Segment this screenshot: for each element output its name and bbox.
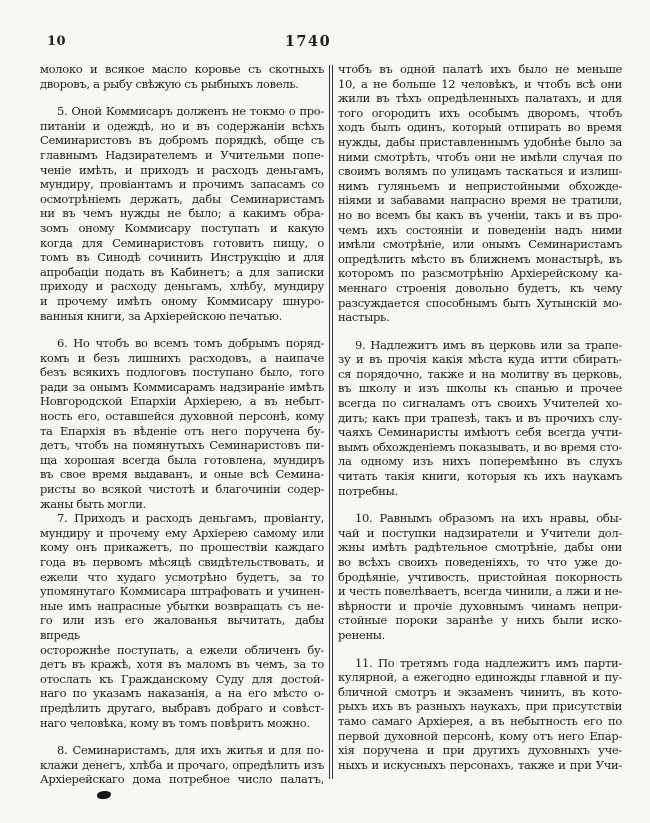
- text-line: безъ всякихъ подлоговъ поступано было, того: [40, 365, 324, 380]
- text-line: чай и поступки надзиратели и Учители дол-: [338, 525, 622, 540]
- text-line: мундиру и прочему ему Архіерею самому или: [40, 525, 324, 540]
- paragraph: [40, 62, 324, 91]
- text-line: жаны быть могли.: [40, 496, 146, 511]
- text-line: 10, а не больше 12 человѣкъ, и чтобъ всѣ они: [338, 76, 622, 91]
- text-line: предѣлить другаго, выбравъ добраго и совѣст-: [40, 700, 324, 715]
- text-line: 10. Равнымъ образомъ на ихъ нравы, обы-: [355, 511, 622, 526]
- text-line: когда для Семинаристовъ готовить пищу, о: [40, 235, 324, 250]
- text-line: но во всемъ бы какъ въ ученіи, такъ и въ про-: [338, 207, 622, 222]
- text-line: нимъ гуляньемъ и непристойными обхожде-: [338, 178, 622, 193]
- text-line: ща хорошая всегда была готовлена, мундиръ: [40, 452, 324, 467]
- text-line: комъ и безъ лишнихъ расходовъ, а наипаче: [40, 350, 324, 365]
- text-line: имѣли смотрѣніе, или онымъ Семинаристамъ: [338, 237, 622, 252]
- text-line: чемъ ихъ состояніи и поведеніи надъ ними: [338, 222, 622, 237]
- text-line: своимъ волямъ по улицамъ таскаться и излиш-: [338, 164, 622, 179]
- text-line: 9. Надлежитъ имъ въ церковь или за трапе-: [355, 337, 622, 352]
- text-line: разсуждается способнымъ быть Хутынскій мо-: [338, 295, 622, 310]
- text-line: осмотрѣніемъ держать, дабы Семинаристамъ: [40, 191, 324, 206]
- text-line: детъ, чтобъ на помянутыхъ Семинаристовъ пи-: [40, 438, 324, 453]
- text-line: ванныя книги, за Архіерейскою печатью.: [40, 308, 282, 323]
- text-line: дить; какъ при трапезѣ, такъ и въ прочихъ слу-: [338, 410, 622, 425]
- text-line: ные имъ напрасные убытки возвращать съ не-: [40, 598, 324, 613]
- text-line: ніями и забавами напрасно время не тратили,: [338, 193, 622, 208]
- text-line: детъ въ кражѣ, хотя въ маломъ въ чемъ, за то: [40, 657, 324, 672]
- text-line: ренены.: [338, 627, 386, 642]
- paragraph: [338, 656, 622, 773]
- text-line: главнымъ Надзирателемъ и Учительми попе-: [40, 147, 324, 162]
- text-line: дворовъ, а рыбу свѣжую съ рыбныхъ ловель.: [40, 76, 299, 91]
- text-line: потребны.: [338, 483, 398, 498]
- text-line: 5. Оной Коммисаръ долженъ не токмо о про-: [57, 104, 324, 119]
- text-line: 11. По третямъ года надлежитъ имъ парти-: [355, 655, 622, 670]
- text-line: которомъ по разсмотрѣнію Архіерейскому ка-: [338, 266, 622, 281]
- text-line: томъ въ Синодѣ сочинить Инструкцію и для: [40, 250, 324, 265]
- text-line: меннаго строенія довольно будетъ, къ чему: [338, 280, 622, 295]
- text-columns: [40, 62, 622, 787]
- text-line: кому онъ прикажетъ, по прошествіи каждаго: [40, 540, 324, 555]
- text-line: вымъ обхожденіемъ показывать, и во время сто-: [338, 439, 622, 454]
- text-line: кулярной, а ежегодно единожды главной и пу-: [338, 670, 622, 685]
- text-line: отослать къ Гражданскому Суду для достой-: [40, 671, 324, 686]
- text-line: въ свое время выдаванъ, и оные всѣ Семина-: [40, 467, 324, 482]
- year-heading: 1740: [284, 33, 332, 50]
- paragraph: [40, 104, 324, 323]
- text-line: ними смотрѣть, чтобъ они не имѣли случая по: [338, 149, 622, 164]
- text-line: клажи денегъ, хлѣба и прочаго, опредѣлить изъ: [40, 757, 324, 772]
- paragraph: [338, 511, 622, 642]
- text-line: чаяхъ Семинаристы имѣютъ себя всегда учти-: [338, 425, 622, 440]
- text-line: первой духовной персонѣ, кому отъ него Епар-: [338, 728, 622, 743]
- text-line: ходъ былъ одинъ, который отпирать во время: [338, 120, 622, 135]
- text-line: та Епархія въ вѣденіе отъ него поручена бу-: [40, 423, 324, 438]
- text-line: жили въ тѣхъ опредѣленныхъ палатахъ, и для: [338, 91, 622, 106]
- column-divider-rule: [329, 65, 333, 779]
- text-line: ность его, оставшейся духовной персонѣ, кому: [40, 409, 324, 424]
- text-line: апробаціи подать въ Кабинетъ; а для записки: [40, 264, 324, 279]
- text-line: ла одному изъ нихъ поперемѣнно въ слухъ: [338, 454, 622, 469]
- text-line: настырь.: [338, 310, 390, 325]
- paragraph: [40, 511, 324, 730]
- text-line: 7. Приходъ и расходъ деньгамъ, провіанту,: [57, 511, 324, 526]
- text-line: 6. Но чтобъ во всемъ томъ добрымъ поряд-: [57, 336, 324, 351]
- text-line: во всѣхъ своихъ поведеніяхъ, то что уже до-: [338, 555, 622, 569]
- text-line: зомъ оному Коммисару поступать и какую: [40, 220, 324, 235]
- page-number: 10: [47, 34, 67, 49]
- text-line: ся порядочно, также и на молитву въ церковь,: [338, 366, 622, 381]
- text-line: читать такія книги, которыя къ ихъ наукамъ: [338, 469, 622, 484]
- text-line: ни въ чемъ нужды не было; а какимъ обра-: [40, 206, 324, 221]
- text-line: жны имѣть радѣтельное смотрѣніе, дабы они: [338, 540, 622, 555]
- text-line: чтобъ въ одной палатѣ ихъ было не меньше: [338, 62, 622, 76]
- text-line: хія поручена и при другихъ духовныхъ уче-: [338, 743, 622, 758]
- paragraph: [338, 338, 622, 499]
- text-line: наго человѣка, кому въ томъ повѣрить можно.: [40, 715, 310, 730]
- text-line: стойные пороки заранѣе у нихъ были иско-: [338, 613, 622, 628]
- text-line: тамо самаго Архіерея, а въ небытность его по: [338, 713, 622, 728]
- page-header: [0, 33, 650, 51]
- text-line: го или изъ его жалованья вычитать, дабы впредь: [40, 613, 324, 642]
- text-line: всегда по сигналамъ отъ своихъ Учителей хо-: [338, 396, 622, 411]
- text-line: ежели что худаго усмотрѣно будетъ, за то: [40, 569, 324, 584]
- text-line: осторожнѣе поступать, а ежели обличенъ бу-: [40, 642, 324, 657]
- left-column: [40, 62, 324, 787]
- text-line: Семинаристовъ въ добромъ порядкѣ, обще съ: [40, 133, 324, 148]
- paragraph: [338, 62, 622, 325]
- text-line: питаніи и одеждѣ, но и въ содержаніи всѣхъ: [40, 118, 324, 133]
- text-line: бродѣяніе, учтивость, пристойная покорность: [338, 569, 622, 584]
- text-line: Архіерейскаго дома потребное число палатъ,: [40, 772, 324, 787]
- text-line: ченіе имѣть, и приходъ и расходъ деньгамъ,: [40, 162, 324, 177]
- text-line: бличной смотръ и экзаменъ чинить, въ кото-: [338, 684, 622, 699]
- ink-smudge-artifact: [97, 790, 112, 799]
- text-line: мундиру, провіантамъ и прочимъ запасамъ со: [40, 177, 324, 192]
- text-line: того огородить ихъ особымъ дворомъ, чтобъ: [338, 105, 622, 120]
- text-line: 8. Семинаристамъ, для ихъ житья и для по-: [57, 743, 324, 758]
- paragraph: [40, 336, 324, 511]
- text-line: года въ первомъ мѣсяцѣ свидѣтельствовать, и: [40, 555, 324, 569]
- text-line: приходу и расходу деньгамъ, хлѣбу, мундиру: [40, 279, 324, 294]
- text-line: вѣрности и прочіе духовнымъ чинамъ непри-: [338, 598, 622, 613]
- text-line: Новгородской Епархіи Архіерею, а въ небыт-: [40, 394, 324, 409]
- text-line: ради за онымъ Коммисарамъ надзираніе имѣть: [40, 379, 324, 394]
- right-column: [338, 62, 622, 787]
- text-line: молоко и всякое масло коровье съ скотныхъ: [40, 62, 324, 76]
- text-line: ристы во всякой чистотѣ и благочиніи содер-: [40, 482, 324, 497]
- text-line: опредѣлить мѣсто въ ближнемъ монастырѣ, въ: [338, 251, 622, 266]
- text-line: ныхъ и искусныхъ персонахъ, также и при Учи-: [338, 757, 622, 772]
- text-line: рыхъ ихъ въ разныхъ наукахъ, при присутствіи: [338, 699, 622, 714]
- text-line: и честь повелѣваетъ, всегда чинили, а лжи и не-: [338, 584, 622, 599]
- text-line: наго по указамъ наказанія, а на его мѣсто о-: [40, 686, 324, 701]
- text-line: въ школу и изъ школы къ спанью и прочее: [338, 381, 622, 396]
- text-line: нужды, дабы приставленнымъ удобнѣе было за: [338, 134, 622, 149]
- text-line: зу и въ прочія какія мѣста куда итти сбирать-: [338, 352, 622, 367]
- paragraph: [40, 743, 324, 787]
- text-line: упомянутаго Коммисара штрафовать и учинен-: [40, 584, 324, 599]
- text-line: и прочему имѣть оному Коммисару шнуро-: [40, 293, 324, 308]
